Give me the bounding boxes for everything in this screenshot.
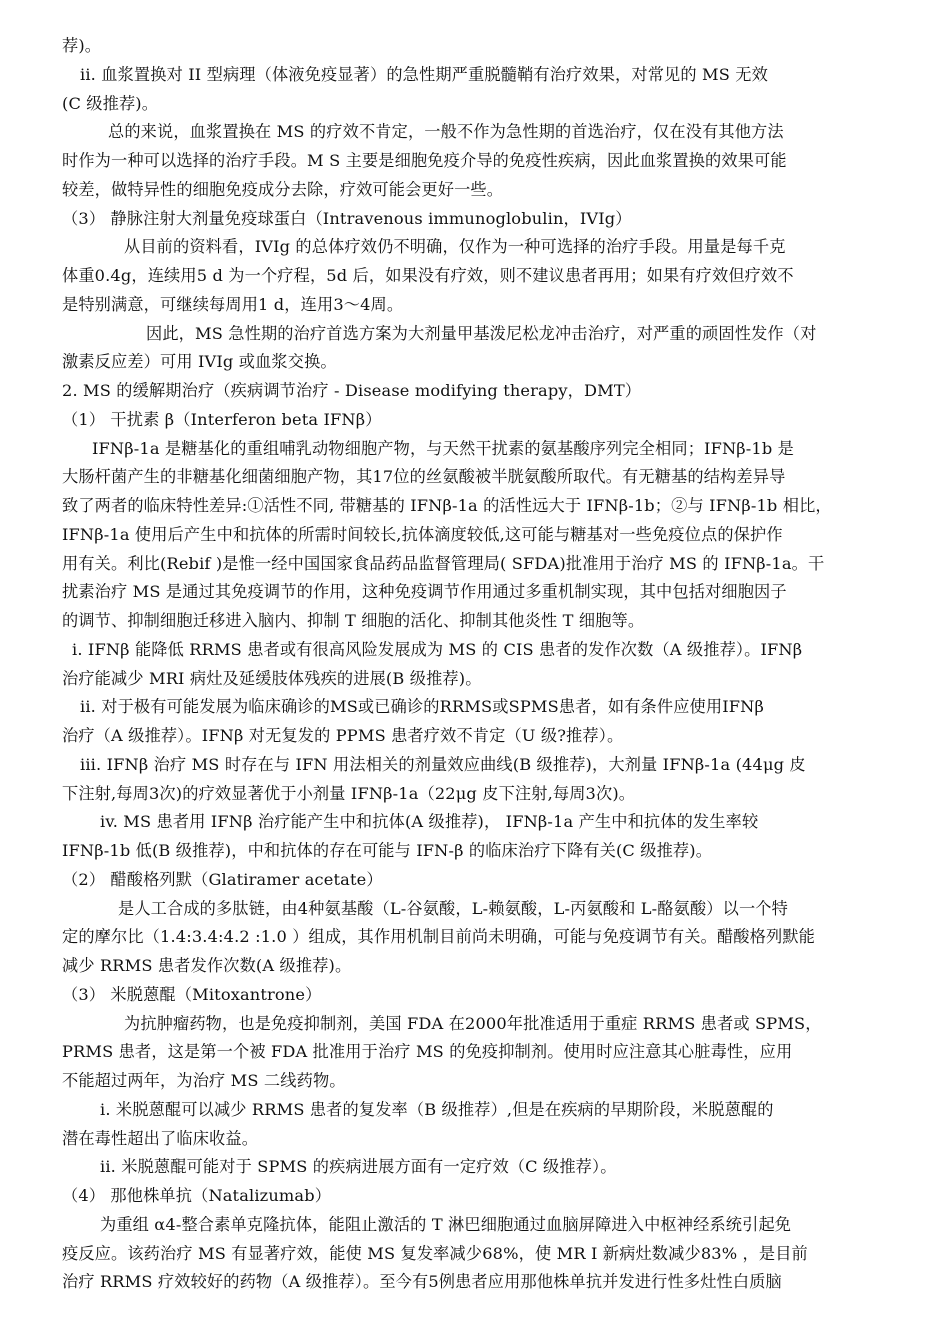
text-line: ii. 血浆置换对 II 型病理（体液免疫显著）的急性期严重脱髓鞘有治疗效果，对常见的 MS 无效 (80, 64, 768, 84)
text-line: IFNβ-1a 使用后产生中和抗体的所需时间较长,抗体滴度较低,这可能与糖基对一些免疫位点的保护作 (62, 524, 783, 544)
text-line: 潜在毒性超出了临床收益。 (62, 1128, 259, 1148)
text-line: iv. MS 患者用 IFNβ 治疗能产生中和抗体(A 级推荐)， IFNβ-1a 产生中和抗体的发生率较 (100, 812, 759, 832)
text-line: （1） 干扰素 β（Interferon beta IFNβ） (62, 409, 382, 429)
text-line: iii. IFNβ 治疗 MS 时存在与 IFN 用法相关的剂量效应曲线(B 级推荐)，大剂量 IFNβ-1a (44μg 皮 (80, 754, 806, 774)
text-line: 因此，MS 急性期的治疗首选方案为大剂量甲基泼尼松龙冲击治疗，对严重的顽固性发作（对 (146, 323, 817, 343)
text-line: 大肠杆菌产生的非糖基化细菌细胞产物，其17位的丝氨酸被半胱氨酸所取代。有无糖基的结构差异导 (62, 467, 786, 487)
text-line: 用有关。利比(Rebif )是惟一经中国国家食品药品监督管理局( SFDA)批准用于治疗 MS 的 IFNβ-1a。干 (62, 553, 825, 573)
text-line: 是特别满意，可继续每周用1 d，连用3～4周。 (62, 294, 404, 314)
text-line: 治疗（A 级推荐）。IFNβ 对无复发的 PPMS 患者疗效不肯定（U 级?推荐）。 (62, 726, 624, 745)
text-line: 定的摩尔比（1.4:3.4:4.2 :1.0 ）组成，其作用机制目前尚未明确，可能与免疫调节有关。醋酸格列默能 (62, 927, 815, 947)
text-line: i. IFNβ 能降低 RRMS 患者或有很高风险发展成为 MS 的 CIS 患者的发作次数（A 级推荐）。IFNβ (72, 639, 803, 659)
text-line: 荐)。 (62, 36, 102, 55)
text-line: 治疗 RRMS 疗效较好的药物（A 级推荐）。至今有5例患者应用那他株单抗并发进行性多灶性白质脑 (62, 1272, 782, 1292)
text-line: 不能超过两年，为治疗 MS 二线药物。 (62, 1071, 346, 1090)
document-page (62, 32, 898, 1297)
text-line: （3） 米脱蒽醌（Mitoxantrone） (62, 984, 322, 1004)
text-line: 下注射,每周3次)的疗效显著优于小剂量 IFNβ-1a（22μg 皮下注射,每周3次)。 (62, 783, 636, 803)
text-line: ii. 米脱蒽醌可能对于 SPMS 的疾病进展方面有一定疗效（C 级推荐）。 (100, 1157, 617, 1177)
text-line: 总的来说，血浆置换在 MS 的疗效不肯定，一般不作为急性期的首选治疗，仅在没有其他方法 (108, 122, 784, 142)
text-line: (C 级推荐)。 (62, 93, 159, 113)
text-line: 为重组 α4-整合素单克隆抗体，能阻止激活的 T 淋巴细胞通过血脑屏障进入中枢神经系统引起免 (100, 1214, 792, 1234)
text-line: 激素反应差）可用 IVIg 或血浆交换。 (62, 352, 337, 372)
text-line: IFNβ-1a 是糖基化的重组哺乳动物细胞产物，与天然干扰素的氨基酸序列完全相同；IFNβ-1b 是 (92, 438, 795, 458)
text-line: 致了两者的临床特性差异:①活性不同, 带糖基的 IFNβ-1a 的活性远大于 IFNβ-1b；②与 IFNβ-1b 相比， (62, 496, 832, 515)
text-line: （3） 静脉注射大剂量免疫球蛋白（Intravenous immunoglobulin，IVIg） (62, 208, 632, 228)
text-line: （4） 那他株单抗（Natalizumab） (62, 1186, 332, 1205)
text-line: 减少 RRMS 患者发作次数(A 级推荐)。 (62, 956, 352, 975)
text-line: 的调节、抑制细胞迁移进入脑内、抑制 T 细胞的活化、抑制其他炎性 T 细胞等。 (62, 611, 645, 630)
text-line: IFNβ-1b 低(B 级推荐)，中和抗体的存在可能与 IFN-β 的临床治疗下降有关(C 级推荐)。 (62, 841, 713, 860)
text-line: 疫反应。该药治疗 MS 有显著疗效，能使 MS 复发率减少68%，使 MR I 新病灶数减少83% ，是目前 (62, 1243, 808, 1263)
text-line: PRMS 患者，这是第一个被 FDA 批准用于治疗 MS 的免疫抑制剂。使用时应注意其心脏毒性，应用 (62, 1042, 793, 1062)
text-line: 时作为一种可以选择的治疗手段。M S 主要是细胞免疫介导的免疫性疾病，因此血浆置换的效果可能 (62, 151, 787, 170)
text-line: 是人工合成的多肽链，由4种氨基酸（L-谷氨酸，L-赖氨酸，L-丙氨酸和 L-酪氨酸）以一个特 (118, 898, 788, 918)
text-line: 2. MS 的缓解期治疗（疾病调节治疗 - Disease modifying therapy，DMT） (62, 381, 642, 400)
text-line: i. 米脱蒽醌可以减少 RRMS 患者的复发率（B 级推荐）,但是在疾病的早期阶段，米脱蒽醌的 (100, 1099, 774, 1119)
text-line: 较差，做特异性的细胞免疫成分去除，疗效可能会更好一些。 (62, 179, 504, 199)
text-line: ii. 对于极有可能发展为临床确诊的MS或已确诊的RRMS或SPMS患者，如有条件应使用IFNβ (80, 697, 764, 717)
text-line: 扰素治疗 MS 是通过其免疫调节的作用，这种免疫调节作用通过多重机制实现，其中包括对细胞因子 (62, 582, 787, 602)
text-line: 从目前的资料看，IVIg 的总体疗效仍不明确，仅作为一种可选择的治疗手段。用量是每千克 (124, 237, 786, 257)
text-line: 治疗能减少 MRI 病灶及延缓肢体残疾的进展(B 级推荐)。 (62, 668, 482, 688)
text-line: 为抗肿瘤药物，也是免疫抑制剂，美国 FDA 在2000年批准适用于重症 RRMS 患者或 SPMS， (124, 1013, 822, 1033)
text-line: 体重0.4g，连续用5 d 为一个疗程，5d 后，如果没有疗效，则不建议患者再用；如果有疗效但疗效不 (62, 266, 794, 285)
text-line: （2） 醋酸格列默（Glatiramer acetate） (62, 869, 383, 889)
